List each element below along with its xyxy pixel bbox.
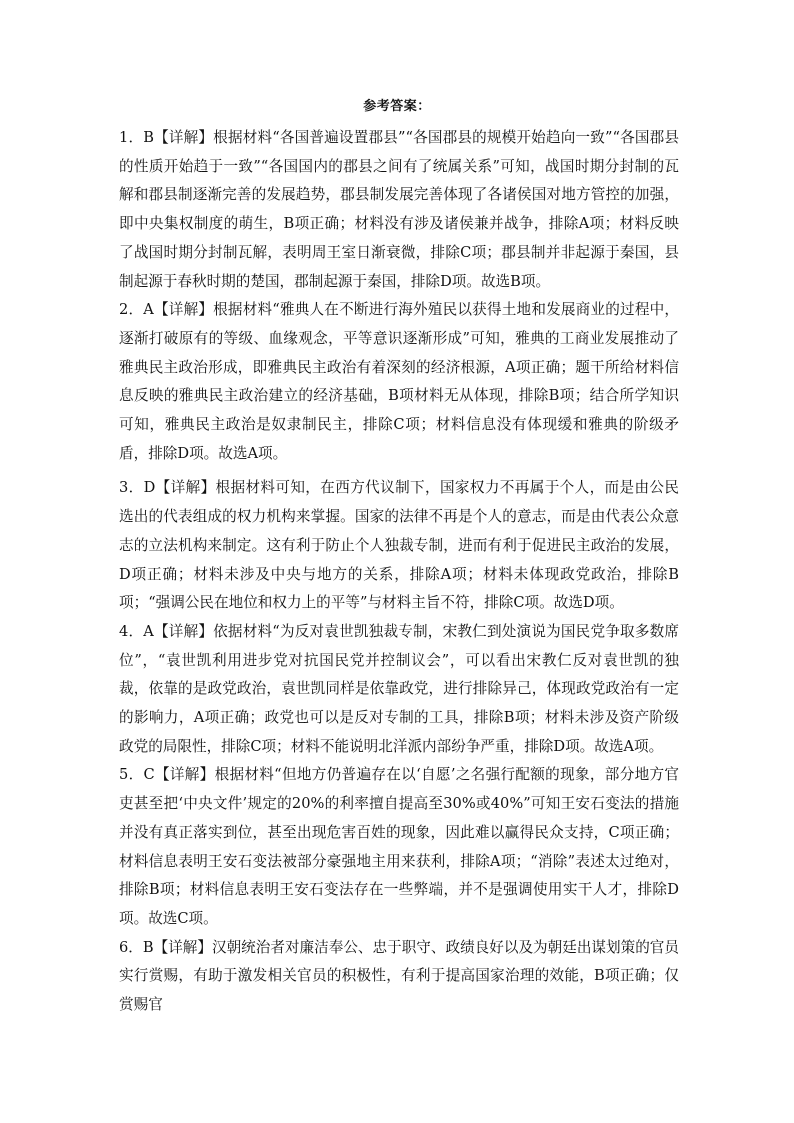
- answer-list: [119, 124, 679, 1020]
- answer-item-3: 3．D【详解】根据材料可知，在西方代议制下，国家权力不再属于个人，而是由公民选出的代表组成的权力机构来掌握。国家的法律不再是个人的意志，而是由代表公众意志的立法机构来制定。这有利于防止个人独裁专制，进而有利于促进民主政治的发展，D项正确；材料未涉及中央与地方的关系，排除A项；材料未体现政党政治，排除B项；“强调公民在地位和权力上的平等”与材料主旨不符，排除C项。故选D项。: [119, 479, 679, 612]
- answer-item-6: 6．B【详解】汉朝统治者对廉洁奉公、忠于职守、政绩良好以及为朝廷出谋划策的官员实行赏赐，有助于激发相关官员的积极性，有利于提高国家治理的效能，B项正确；仅赏赐官: [119, 938, 679, 1014]
- answer-item-1: 1．B【详解】根据材料“各国普遍设置郡县”“各国郡县的规模开始趋向一致”“各国郡县的性质开始趋于一致”“各国国内的郡县之间有了统属关系”可知，战国时期分封制的瓦解和郡县制逐渐完善的发展趋势，郡县制发展完善体现了各诸侯国对地方管控的加强，即中央集权制度的萌生，B项正确；材料没有涉及诸侯兼并战争，排除A项；材料反映了战国时期分封制瓦解，表明周王室日渐衰微，排除C项；郡县制并非起源于秦国，县制起源于春秋时期的楚国，郡制起源于秦国，排除D项。故选B项。: [119, 129, 679, 290]
- answer-item-4: 4．A【详解】依据材料“为反对袁世凯独裁专制，宋教仁到处演说为国民党争取多数席位”，“袁世凯利用进步党对抗国民党并控制议会”，可以看出宋教仁反对袁世凯的独裁，依靠的是政党政治，袁世凯同样是依靠政党，进行排除异己，体现政党政治有一定的影响力，A项正确；政党也可以是反对专制的工具，排除B项；材料未涉及资产阶级政党的局限性，排除C项；材料不能说明北洋派内部纷争严重，排除D项。故选A项。: [119, 622, 679, 755]
- answer-item-5: 5．C【详解】根据材料“但地方仍普遍存在以‘自愿’之名强行配额的现象，部分地方官吏甚至把‘中央文件’规定的20%的利率擅自提高至30%或40%”可知王安石变法的措施并没有真正落实到位，甚至出现危害百姓的现象，因此难以赢得民众支持，C项正确；材料信息表明王安石变法被部分豪强地主用来获利，排除A项；“消除”表述太过绝对，排除B项；材料信息表明王安石变法存在一些弊端，并不是强调使用实干人才，排除D项。故选C项。: [119, 766, 679, 927]
- answer-item-2: 2．A【详解】根据材料“雅典人在不断进行海外殖民以获得土地和发展商业的过程中，逐渐打破原有的等级、血缘观念，平等意识逐渐形成”可知，雅典的工商业发展推动了雅典民主政治形成，即雅典民主政治有着深刻的经济根源，A项正确；题干所给材料信息反映的雅典民主政治建立的经济基础，B项材料无从体现，排除B项；结合所学知识可知，雅典民主政治是奴隶制民主，排除C项；材料信息没有体现缓和雅典的阶级矛盾，排除D项。故选A项。: [119, 301, 679, 462]
- page-title: 参考答案：: [363, 99, 431, 114]
